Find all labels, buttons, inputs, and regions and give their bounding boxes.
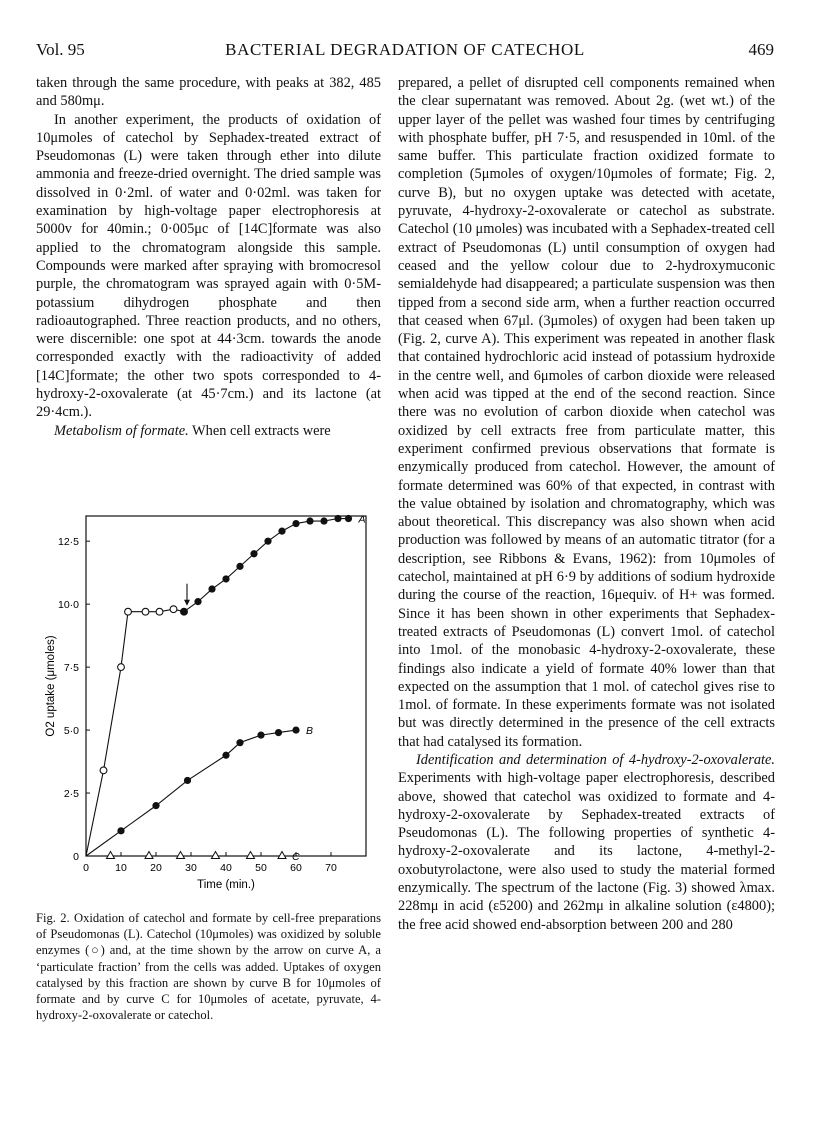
series-label-C: C: [292, 851, 300, 863]
point-A: [118, 664, 125, 671]
point-A: [306, 517, 313, 524]
series-label-A: A: [358, 513, 366, 526]
paragraph: In another experiment, the products of oxidation of 10μmoles of catechol by Sephadex-treated extract of Pseudomonas (L) were taken through ether into dilute ammonia and freeze-dried overnight. The dried sample was dissolved in 0·2ml. of water and 0·02ml. was taken for examination by high-voltage paper electrophoresis at 5000v for 40min.; 0·005μc of [14C]formate was also applied to the chromatogram alongside this sample. Compounds were marked after spraying with bromocresol purple, the chromatogram was sprayed again with 0·5M-potassium dihydrogen phosphate and then radioautographed. Three reaction products, and no others, were discernible: one spot at 44·3cm. towards the anode corresponded exactly with the radioactivity of added [14C]formate; the other two spots corresponded to 4-hydroxy-2-oxovalerate (at 45·7cm.) and its lactone (at 29·4cm.).: [36, 111, 381, 421]
point-A: [320, 517, 327, 524]
point-A: [278, 528, 285, 535]
paragraph: Identification and determination of 4-hydroxy-2-oxovalerate. Experiments with high-voltage paper electrophoresis, described above, showed that catechol was oxidized to formate and 4-hydroxy-2-oxovalerate by Sephadex-treated extracts of Pseudomonas (L). The following properties of synthetic 4-hydroxy-2-oxovalerate and its lactone, 4-methyl-2-oxobutyrolactone, were also used to study the material formed enzymically. The spectrum of the lactone (Fig. 3) showed λmax. 228mμ in acid (ε5200) and 262mμ in alkaline solution (ε4800); the free acid showed end-absorption between 200 and 280: [398, 751, 775, 933]
point-A: [292, 520, 299, 527]
figure-caption: Fig. 2. Oxidation of catechol and formate by cell-free preparations of Pseudomonas (L). Catechol (10μmoles) was oxidized by soluble enzymes (○) and, at the time shown by the arrow on curve A, a ‘particulate fraction’ from the cells was added. Uptakes of oxygen catalysed by this fraction are shown by curve B for 10μmoles of formate and by curve C for 10μmoles of acetate, pyruvate, 4-hydroxy-2-oxovalerate or catechol.: [36, 911, 381, 1023]
x-tick-label: 50: [255, 862, 267, 874]
paragraph: Metabolism of formate. When cell extracts were: [54, 422, 331, 439]
section-heading: Identification and determination of 4-hydroxy-2-oxovalerate.: [416, 751, 775, 768]
point-A: [250, 550, 257, 557]
running-title: BACTERIAL DEGRADATION OF CATECHOL: [225, 40, 585, 59]
point-A: [264, 538, 271, 545]
point-B: [275, 729, 282, 736]
point-A: [194, 598, 201, 605]
point-A: [236, 563, 243, 570]
x-tick-label: 30: [185, 862, 197, 874]
point-C: [177, 852, 185, 859]
volume-label: Vol. 95: [36, 40, 85, 59]
y-tick-label: 10·0: [57, 599, 79, 612]
paragraph: prepared, a pellet of disrupted cell components remained when the clear supernatant was removed. About 2g. (wet wt.) of the upper layer of the pellet was washed four times by centrifuging with phosphate buffer, pH 7·5, and resuspended in 10ml. of the same buffer. This particulate fraction oxidized formate to completion (5μmoles of oxygen/10μmoles of formate; Fig. 2, curve B), but no oxygen uptake was detected with acetate, pyruvate, 4-hydroxy-2-oxovalerate or catechol as substrate. Catechol (10 μmoles) was incubated with a Sephadex-treated cell extract of Pseudomonas (L) until consumption of oxygen had ceased and the yellow colour due to 2-hydroxymuconic semialdehyde had disappeared; a particulate suspension was then tipped from a second side arm, when a further reaction occurred that ceased when 67μl. (3μmoles) of oxygen had been taken up (Fig. 2, curve A). This experiment was repeated in another flask that contained hydrochloric acid instead of potassium hydroxide in the centre well, and 6μmoles of carbon dioxide were released when acid was tipped at the end of the second reaction. Since there was no evolution of carbon dioxide when catechol was oxidized by cell extracts free from particulate matter, this experiment confirmed previous observations that formate is enzymically produced from catechol. However, the amount of formate determined was 60% of that expected, in contrast with the value obtained by isolation and chromatography, which was about theoretical. This discrepancy was also shown when acid production was followed by means of an automatic titrator (for a description, see Ribbons & Evans, 1962): from 10μmoles of catechol, maintained at pH 6·9 by additions of sodium hydroxide during the course of the reaction, 16μequiv. of H+ was formed. Since it has been shown in other experiments that Sephadex-treated extracts of Pseudomonas (L) convert 1mol. of catechol into 1mol. of the monobasic 4-hydroxy-2-oxovalerate, these findings also indicate a yield of formate 40% lower than that expected on the assumption that 1 mol. of catechol gives rise to 1mol. of formate. In these experiments formate was not isolated but was directly determined in the presence of the cell extracts that had catalysed its formation.: [398, 75, 775, 750]
left-column: [36, 74, 381, 440]
point-C: [107, 852, 115, 859]
series-line-A: [86, 519, 349, 856]
point-B: [292, 726, 299, 733]
series-label-B: B: [306, 725, 314, 738]
point-A: [222, 575, 229, 582]
x-axis-label: Time (min.): [197, 879, 255, 891]
x-tick-label: 70: [325, 862, 337, 874]
figure-2: [36, 504, 381, 904]
x-tick-label: 20: [150, 862, 162, 874]
y-axis-label: O2 uptake (μmoles): [45, 635, 57, 737]
point-A: [125, 608, 132, 615]
point-A: [156, 608, 163, 615]
point-A: [334, 515, 341, 522]
y-tick-label: 0: [73, 851, 79, 863]
point-B: [257, 732, 264, 739]
section-heading: Metabolism of formate.: [54, 422, 189, 439]
point-A: [142, 608, 149, 615]
arrow-head: [184, 600, 190, 606]
y-tick-label: 12·5: [57, 536, 79, 549]
series-line-B: [86, 730, 296, 856]
x-tick-label: 60: [290, 862, 302, 874]
page-number: 469: [748, 40, 774, 59]
oxygen-uptake-chart: [36, 504, 381, 904]
right-column: [398, 74, 775, 934]
y-tick-label: 5·0: [63, 725, 79, 738]
plot-frame: [86, 513, 366, 856]
x-tick-label: 10: [115, 862, 127, 874]
point-B: [152, 802, 159, 809]
point-B: [222, 752, 229, 759]
x-tick-label: 0: [83, 862, 89, 874]
point-C: [278, 852, 286, 859]
point-C: [145, 852, 153, 859]
point-A: [170, 606, 177, 613]
y-tick-label: 7·5: [63, 662, 79, 675]
y-tick-label: 2·5: [63, 788, 79, 801]
point-C: [212, 852, 220, 859]
point-B: [117, 827, 124, 834]
point-B: [184, 777, 191, 784]
x-tick-label: 40: [220, 862, 232, 874]
point-C: [247, 852, 255, 859]
point-B: [236, 739, 243, 746]
paragraph: taken through the same procedure, with peaks at 382, 485 and 580mμ.: [36, 75, 381, 110]
point-A: [100, 767, 107, 774]
point-A: [345, 515, 352, 522]
page-header: [36, 40, 774, 64]
point-A: [180, 608, 187, 615]
point-A: [208, 585, 215, 592]
